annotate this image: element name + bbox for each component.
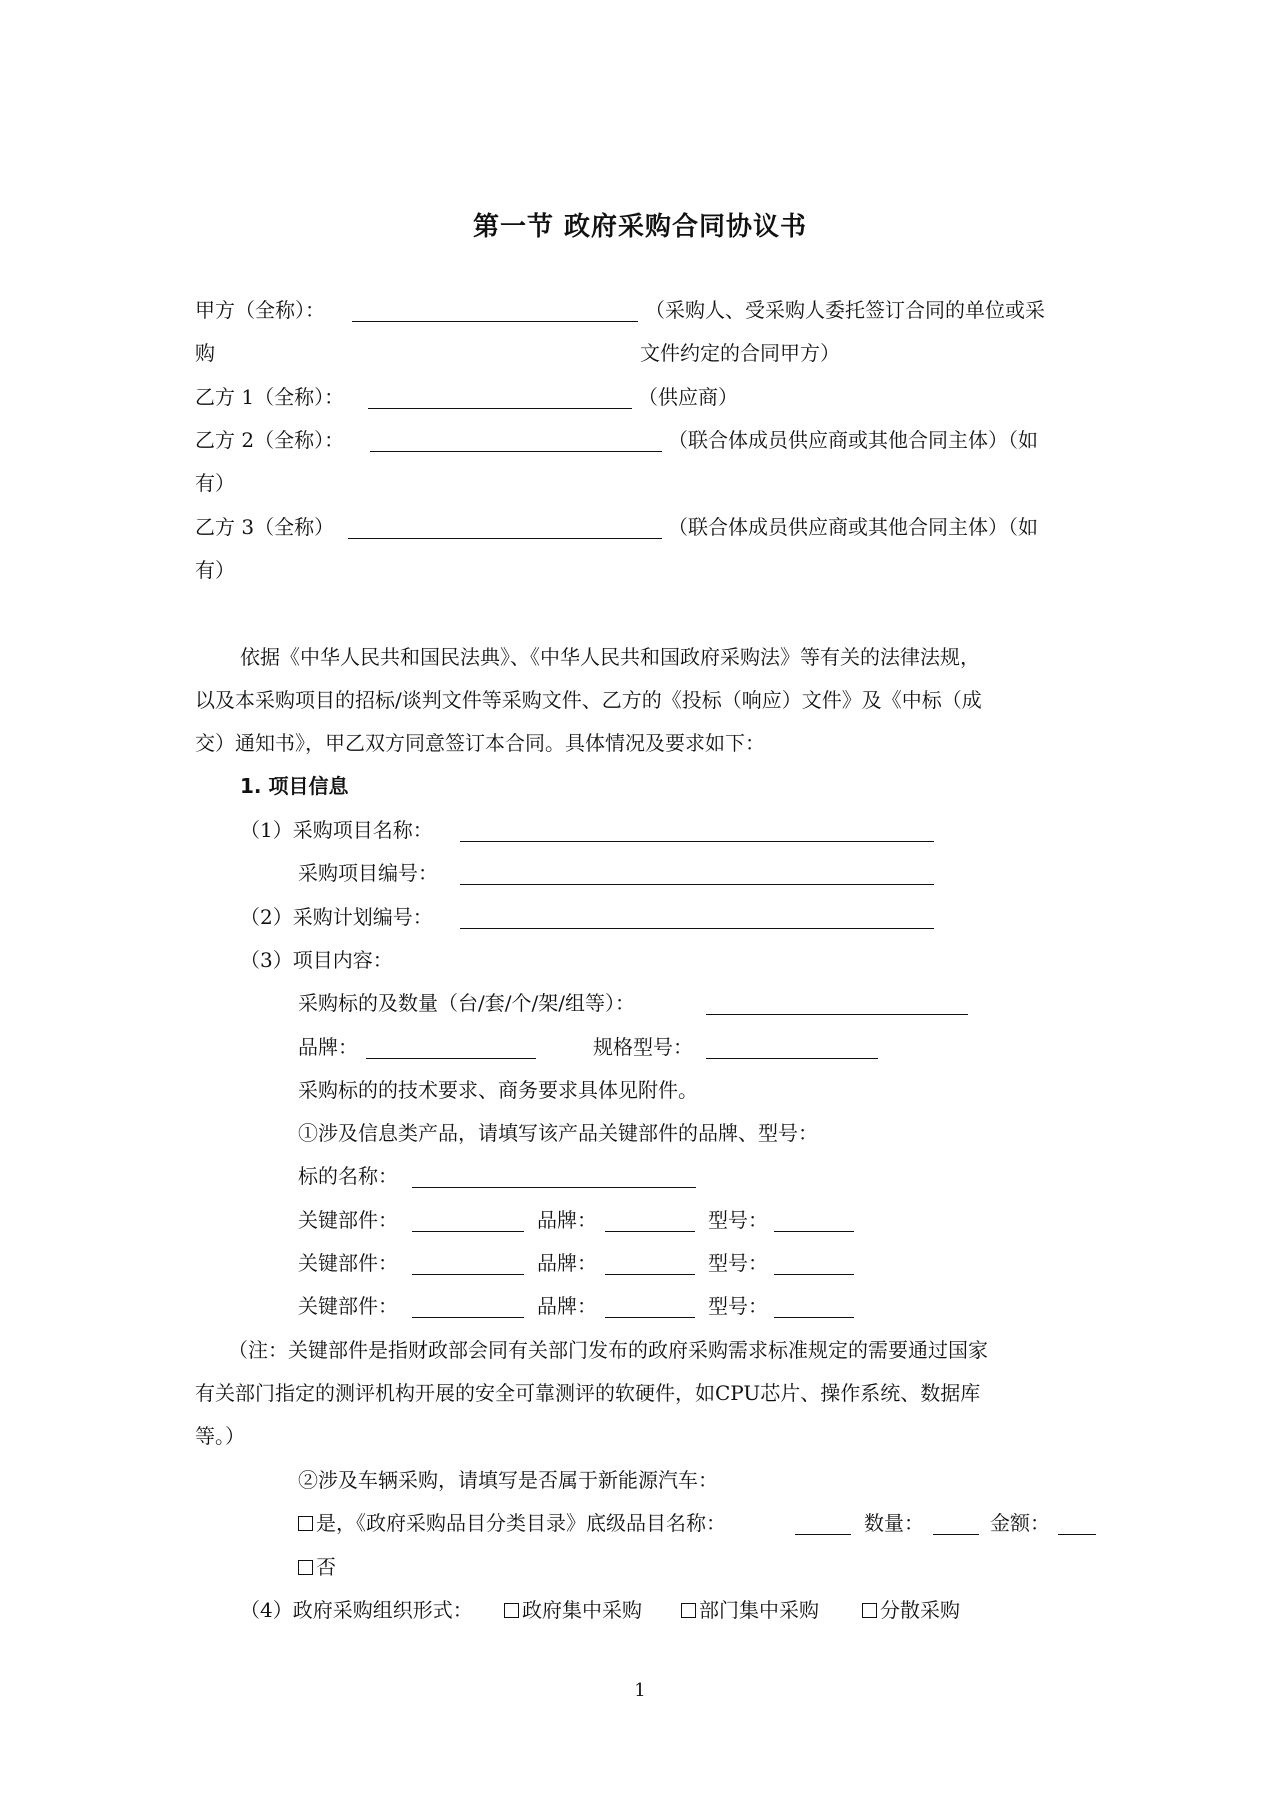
project-name-label: （1）采购项目名称： bbox=[240, 818, 433, 842]
yes-checkbox[interactable] bbox=[298, 1516, 313, 1531]
plan-code-blank[interactable] bbox=[460, 908, 934, 929]
section-heading: 1. 项目信息 bbox=[240, 774, 349, 798]
quantity-label: 采购标的及数量（台/套/个/架/组等）： bbox=[298, 991, 635, 1015]
key-part-label-3: 关键部件： bbox=[298, 1294, 398, 1318]
amount-blank[interactable] bbox=[1058, 1514, 1096, 1535]
yes-text: 是，《政府采购品目分类目录》底级品目名称： bbox=[316, 1511, 726, 1535]
key-part-brand-label-2: 品牌： bbox=[537, 1251, 597, 1275]
dept-checkbox[interactable] bbox=[681, 1603, 696, 1618]
key-part-blank-3[interactable] bbox=[412, 1297, 524, 1318]
intro-line-2: 以及本采购项目的招标/谈判文件等采购文件、乙方的《投标（响应）文件》及《中标（成 bbox=[195, 688, 982, 712]
page-number: 1 bbox=[634, 1680, 646, 1701]
qty-blank[interactable] bbox=[933, 1514, 979, 1535]
project-code-blank[interactable] bbox=[460, 864, 934, 885]
party-b1-note: （供应商） bbox=[638, 385, 738, 409]
key-part-note-3: 等。） bbox=[195, 1424, 245, 1448]
brand-blank[interactable] bbox=[366, 1038, 536, 1059]
party-a-blank[interactable] bbox=[352, 301, 638, 322]
key-part-blank-2[interactable] bbox=[412, 1254, 524, 1275]
party-a-wrap-right: 文件约定的合同甲方） bbox=[640, 341, 840, 365]
party-b3-blank[interactable] bbox=[348, 518, 662, 539]
quantity-blank[interactable] bbox=[706, 994, 968, 1015]
key-part-brand-blank-3[interactable] bbox=[605, 1297, 695, 1318]
party-b1-label: 乙方 1（全称）： bbox=[195, 385, 345, 409]
party-b3-note: （联合体成员供应商或其他合同主体）（如 bbox=[668, 515, 1038, 539]
central-checkbox[interactable] bbox=[504, 1603, 519, 1618]
key-part-model-label-2: 型号： bbox=[708, 1251, 768, 1275]
target-name-label: 标的名称： bbox=[298, 1164, 398, 1188]
vehicle-question: ②涉及车辆采购，请填写是否属于新能源汽车： bbox=[298, 1468, 718, 1492]
key-part-note-2: 有关部门指定的测评机构开展的安全可靠测评的软硬件，如CPU芯片、操作系统、数据库 bbox=[195, 1381, 981, 1405]
page-title: 第一节 政府采购合同协议书 bbox=[472, 212, 808, 242]
party-a-label: 甲方（全称）： bbox=[195, 298, 325, 322]
info-products-text: ①涉及信息类产品，请填写该产品关键部件的品牌、型号： bbox=[298, 1121, 818, 1145]
party-b3-label: 乙方 3（全称） bbox=[195, 515, 335, 539]
scattered-text: 分散采购 bbox=[880, 1598, 960, 1622]
key-part-label-1: 关键部件： bbox=[298, 1208, 398, 1232]
no-text: 否 bbox=[316, 1555, 336, 1579]
project-code-label: 采购项目编号： bbox=[298, 861, 438, 885]
central-text: 政府集中采购 bbox=[522, 1598, 642, 1622]
spec-blank[interactable] bbox=[706, 1038, 878, 1059]
key-part-model-label-1: 型号： bbox=[708, 1208, 768, 1232]
item-name-blank[interactable] bbox=[795, 1514, 851, 1535]
party-b1-blank[interactable] bbox=[368, 388, 632, 409]
party-b2-note: （联合体成员供应商或其他合同主体）（如 bbox=[668, 428, 1038, 452]
key-part-model-label-3: 型号： bbox=[708, 1294, 768, 1318]
brand-label: 品牌： bbox=[298, 1035, 358, 1059]
key-part-brand-blank-1[interactable] bbox=[605, 1211, 695, 1232]
key-part-model-blank-3[interactable] bbox=[774, 1297, 854, 1318]
plan-code-label: （2）采购计划编号： bbox=[240, 905, 433, 929]
dept-text: 部门集中采购 bbox=[699, 1598, 819, 1622]
key-part-model-blank-1[interactable] bbox=[774, 1211, 854, 1232]
no-checkbox[interactable] bbox=[298, 1560, 313, 1575]
key-part-blank-1[interactable] bbox=[412, 1211, 524, 1232]
key-part-brand-label-1: 品牌： bbox=[537, 1208, 597, 1232]
key-part-label-2: 关键部件： bbox=[298, 1251, 398, 1275]
party-b2-blank[interactable] bbox=[370, 431, 662, 452]
tech-note: 采购标的的技术要求、商务要求具体见附件。 bbox=[298, 1078, 698, 1102]
party-b2-wrap: 有） bbox=[195, 471, 235, 495]
party-a-wrap-left: 购 bbox=[195, 341, 215, 365]
key-part-note-1: （注：关键部件是指财政部会同有关部门发布的政府采购需求标准规定的需要通过国家 bbox=[228, 1338, 988, 1362]
party-b3-wrap: 有） bbox=[195, 558, 235, 582]
qty-label: 数量： bbox=[864, 1511, 924, 1535]
scattered-checkbox[interactable] bbox=[862, 1603, 877, 1618]
target-name-blank[interactable] bbox=[412, 1167, 696, 1188]
key-part-brand-blank-2[interactable] bbox=[605, 1254, 695, 1275]
intro-line-1: 依据《中华人民共和国民法典》、《中华人民共和国政府采购法》等有关的法律法规， bbox=[240, 645, 980, 669]
org-form-label: （4）政府采购组织形式： bbox=[240, 1598, 473, 1622]
project-content-label: （3）项目内容： bbox=[240, 948, 393, 972]
amount-label: 金额： bbox=[990, 1511, 1050, 1535]
intro-line-3: 交）通知书》，甲乙双方同意签订本合同。具体情况及要求如下： bbox=[195, 731, 765, 755]
party-a-note: （采购人、受采购人委托签订合同的单位或采 bbox=[645, 298, 1045, 322]
party-b2-label: 乙方 2（全称）： bbox=[195, 428, 345, 452]
project-name-blank[interactable] bbox=[460, 821, 934, 842]
spec-label: 规格型号： bbox=[593, 1035, 693, 1059]
key-part-brand-label-3: 品牌： bbox=[537, 1294, 597, 1318]
key-part-model-blank-2[interactable] bbox=[774, 1254, 854, 1275]
